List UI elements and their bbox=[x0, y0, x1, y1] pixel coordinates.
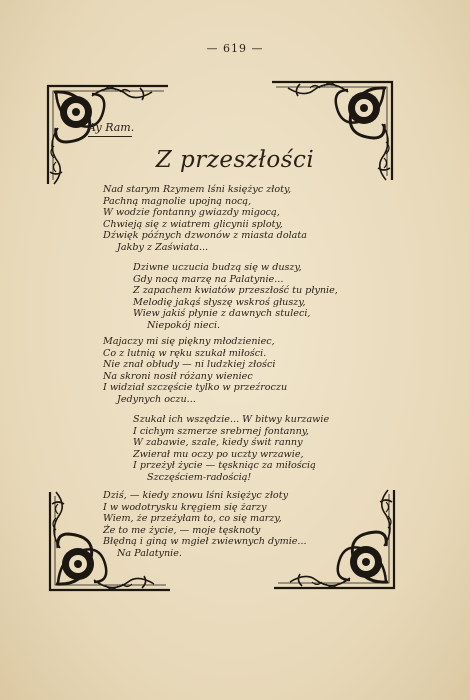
verse-line: Wiem, że przeżyłam to, co się marzy, bbox=[103, 513, 282, 525]
stanza-2 bbox=[133, 262, 338, 332]
verse-line: Na Palatynie. bbox=[117, 547, 182, 559]
verse-line: Niepokój nieci. bbox=[147, 319, 221, 331]
verse-line: Nad starym Rzymem lśni księżyc złoty, bbox=[103, 184, 292, 195]
verse-line: I przeżył życie — tęskniąc za miłością bbox=[133, 460, 316, 472]
verse-line: I w wodotrysku kręgiem się żarzy bbox=[103, 501, 267, 513]
stanza-1 bbox=[103, 184, 307, 254]
stanza-3 bbox=[103, 336, 287, 406]
author-name: Ay Ram. bbox=[88, 121, 135, 134]
verse-line: Dziś, — kiedy znowu lśni księżyc złoty bbox=[103, 490, 288, 501]
verse-line: Chwieją się z wiatrem glicynii sploty, bbox=[103, 218, 283, 230]
verse-line: Majaczy mi się piękny młodzieniec, bbox=[103, 336, 275, 347]
verse-line: Dźwięk późnych dzwonów z miasta dolata bbox=[103, 230, 307, 242]
verse-line: Jakby z Zaświata... bbox=[117, 241, 209, 253]
verse-line: Nie znał obłudy — ni ludzkiej złości bbox=[103, 359, 276, 371]
verse-line: Melodię jakąś słyszę wskroś głuszy, bbox=[133, 296, 306, 308]
verse-line: Jedynych oczu... bbox=[117, 393, 196, 405]
page-number: — 619 — bbox=[206, 42, 264, 55]
verse-line: Błędną i giną w mgieł zwiewnych dymie... bbox=[103, 536, 307, 548]
poem-title: Z przeszłości bbox=[155, 147, 315, 173]
verse-line: W wodzie fontanny gwiazdy migocą, bbox=[103, 207, 280, 219]
author-underline bbox=[88, 136, 132, 137]
verse-line: Pachną magnolie upojną nocą, bbox=[103, 195, 252, 207]
verse-line: Gdy nocą marzę na Palatynie... bbox=[133, 273, 284, 285]
verse-line: Na skroni nosił różany wieniec bbox=[103, 370, 253, 382]
verse-line: Co z lutnią w ręku szukał miłości. bbox=[103, 347, 267, 359]
verse-line: Szukał ich wszędzie... W bitwy kurzawie bbox=[133, 414, 330, 425]
verse-line: Z zapachem kwiatów przeszłość tu płynie, bbox=[133, 285, 338, 297]
verse-line: W zabawie, szale, kiedy świt ranny bbox=[133, 437, 303, 449]
verse-line: Zwierał mu oczy po uczty wrzawie, bbox=[133, 448, 304, 460]
verse-line: Wiew jakiś płynie z dawnych stuleci, bbox=[133, 308, 311, 320]
stanza-5 bbox=[103, 490, 307, 560]
verse-line: I widział szczęście tylko w przeźroczu bbox=[103, 382, 288, 394]
verse-line: I cichym szmerze srebrnej fontanny, bbox=[133, 425, 309, 437]
verse-line: Szczęściem-radością! bbox=[147, 471, 252, 483]
verse-line: Dziwne uczucia budzą się w duszy, bbox=[133, 262, 302, 273]
stanza-4 bbox=[133, 414, 329, 484]
verse-line: Że to me życie, — moje tęsknoty bbox=[103, 524, 261, 536]
